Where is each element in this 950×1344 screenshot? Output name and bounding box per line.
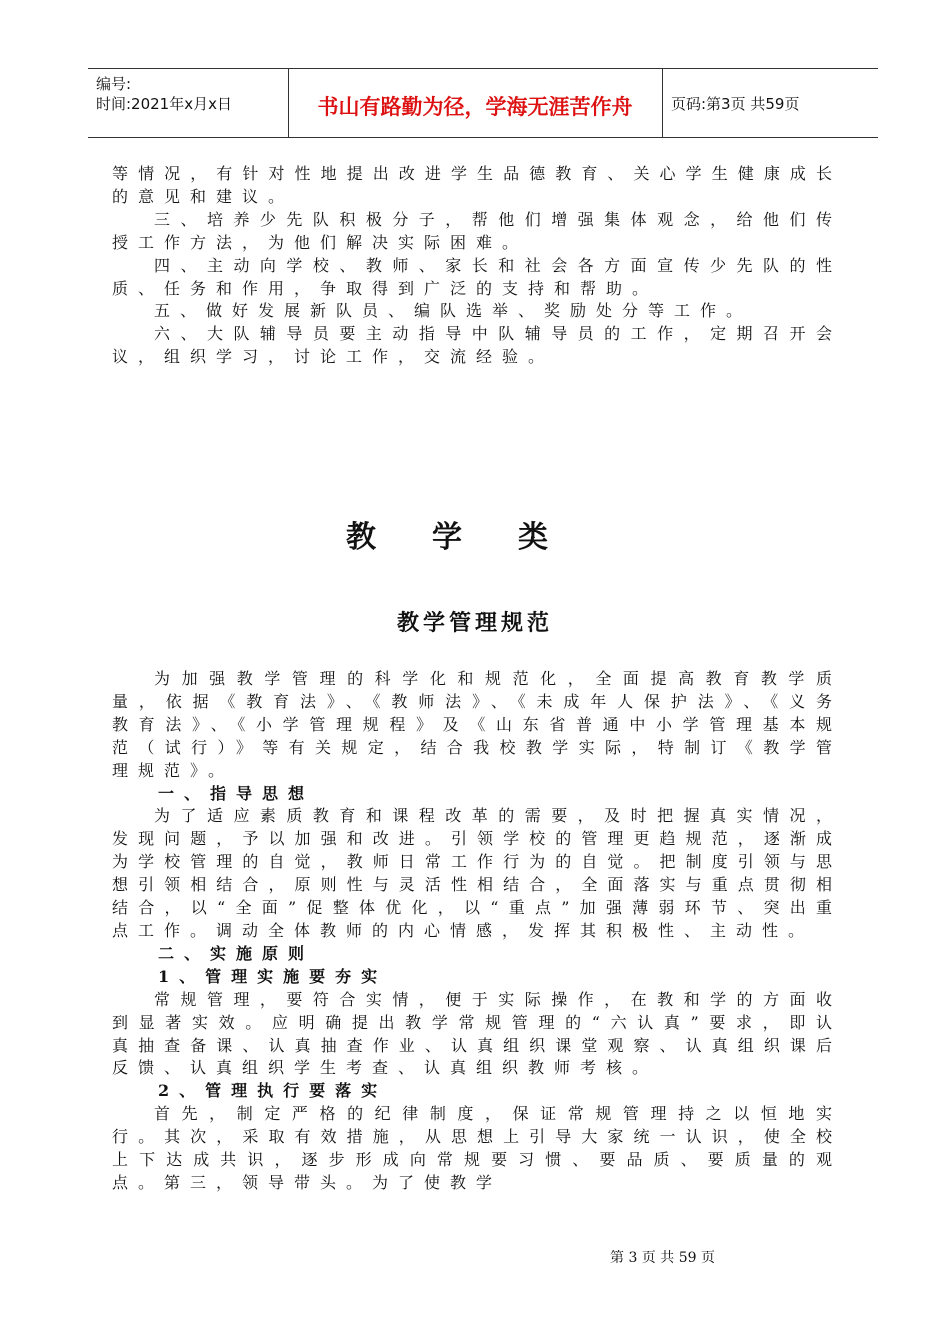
document-date-label: 时间:2021年x月x日: [96, 95, 232, 113]
page-header: [88, 68, 878, 138]
main-text-block: [112, 668, 842, 1195]
paragraph-continued: 等情况，有针对性地提出改进学生品德教育、关心学生健康成长的意见和建议。: [112, 164, 842, 206]
heading-guiding-ideology: 一、指导思想: [158, 783, 315, 803]
section-title: 教学类: [346, 520, 604, 555]
heading-implementation-principles: 二、实施原则: [158, 943, 315, 963]
top-text-block: [112, 163, 842, 369]
header-motto: 书山有路勤为径，学海无涯苦作舟: [317, 95, 633, 119]
header-page-info: 页码:第3页 共59页: [671, 95, 800, 113]
header-middle-cell: [288, 69, 663, 137]
paragraph-implementation-solid: 常规管理，要符合实情，便于实际操作，在教和学的方面收到显著实效。应明确提出教学常规管理的“六认真”要求，即认真抽查备课、认真抽查作业、认真组织课堂观察、认真组织课后反馈、认真组织学生考查、认真组织教师考核。: [112, 989, 842, 1078]
paragraph-guiding-ideology: 为了适应素质教育和课程改革的需要，及时把握真实情况，发现问题，予以加强和改进。引领学校的管理更趋规范，逐渐成为学校管理的自觉，教师日常工作行为的自觉。把制度引领与思想引领相结合，原则性与灵活性相结合，全面落实与重点贯彻相结合，以“全面”促整体优化，以“重点”加强薄弱环节、突出重点工作。调动全体教师的内心情感，发挥其积极性、主动性。: [112, 806, 842, 940]
page-footer: 第 3 页 共 59 页: [610, 1250, 715, 1266]
document-number-label: 编号:: [96, 75, 132, 93]
header-right-cell: [663, 69, 878, 137]
subheading-execution-implemented: 2、管理执行要落实: [158, 1081, 388, 1101]
paragraph-item-6: 六、大队辅导员要主动指导中队辅导员的工作，定期召开会议，组织学习，讨论工作，交流经验。: [112, 324, 842, 367]
header-left-cell: [88, 69, 289, 137]
intro-paragraph: 为加强教学管理的科学化和规范化，全面提高教育教学质量，依据《教育法》、《教师法》、《未成年人保护法》、《义务教育法》、《小学管理规程》及《山东省普通中小学管理基本规范（试行）》等有关规定，结合我校教学实际，特制订《教学管理规范》。: [112, 669, 842, 780]
paragraph-item-3: 三、培养少先队积极分子，帮他们增强集体观念，给他们传授工作方法，为他们解决实际困难。: [112, 209, 842, 252]
paragraph-item-4: 四、主动向学校、教师、家长和社会各方面宣传少先队的性质、任务和作用，争取得到广泛的支持和帮助。: [112, 255, 842, 298]
paragraph-execution-implemented: 首先，制定严格的纪律制度，保证常规管理持之以恒地实行。其次，采取有效措施，从思想上引导大家统一认识，使全校上下达成共识，逐步形成向常规要习惯、要品质、要质量的观点。第三，领导带头。为了使教学: [112, 1104, 842, 1192]
document-title: 教学管理规范: [396, 611, 553, 636]
paragraph-item-5: 五、做好发展新队员、编队选举、奖励处分等工作。: [154, 301, 753, 321]
subheading-implementation-solid: 1、管理实施要夯实: [158, 966, 388, 986]
